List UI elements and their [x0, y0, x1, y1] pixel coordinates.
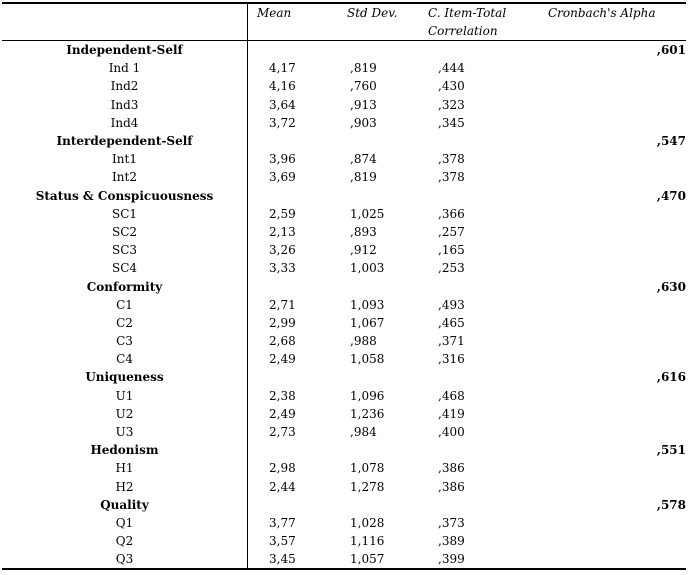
- group-corr-empty: [423, 187, 548, 205]
- item-total-correlation: ,378: [438, 170, 465, 185]
- item-label: Int1: [2, 150, 248, 168]
- item-std-dev: 1,067: [350, 315, 385, 330]
- item-mean: 3,45: [248, 550, 341, 569]
- item-label: Q2: [2, 532, 248, 550]
- item-std-dev: 1,058: [350, 352, 385, 367]
- item-std-dev: 1,236: [350, 406, 385, 421]
- item-label: C3: [2, 332, 248, 350]
- item-label: Int2: [2, 168, 248, 186]
- table-row: [2, 514, 686, 532]
- item-mean: 4,16: [269, 79, 296, 94]
- item-total-correlation: ,366: [438, 206, 465, 221]
- table-row: [2, 296, 686, 314]
- item-std-dev: 1,093: [350, 297, 385, 312]
- item-total-correlation: ,371: [438, 334, 465, 349]
- table-row: [2, 423, 686, 441]
- item-mean: 2,49: [269, 352, 296, 367]
- item-total-correlation: ,468: [438, 388, 465, 403]
- item-total-correlation: ,373: [438, 515, 465, 530]
- item-total-correlation: ,165: [438, 243, 465, 258]
- table-row: [2, 387, 686, 405]
- group-alpha: ,601: [656, 43, 686, 58]
- item-std-dev: 1,116: [350, 534, 385, 549]
- item-label: U3: [2, 423, 248, 441]
- item-total-correlation: ,399: [423, 550, 548, 569]
- item-label: H1: [2, 459, 248, 477]
- table-row: [2, 241, 686, 259]
- item-alpha-empty: [548, 259, 686, 277]
- item-mean: 3,64: [269, 97, 296, 112]
- item-alpha-empty: [548, 532, 686, 550]
- item-std-dev: ,819: [350, 170, 377, 185]
- table-row: [2, 478, 686, 496]
- item-std-dev: 1,096: [350, 388, 385, 403]
- item-label: H2: [2, 478, 248, 496]
- item-mean: 3,26: [269, 243, 296, 258]
- item-std-dev: ,819: [350, 61, 377, 76]
- table-row: [2, 459, 686, 477]
- item-label: C4: [2, 350, 248, 368]
- group-mean-empty: [248, 187, 341, 205]
- group-mean-empty: [248, 496, 341, 514]
- item-label: Q1: [2, 514, 248, 532]
- item-std-dev: ,912: [350, 243, 377, 258]
- item-mean: 2,98: [269, 461, 296, 476]
- item-total-correlation: ,378: [438, 152, 465, 167]
- reliability-table: [2, 2, 686, 570]
- group-sd-empty: [340, 368, 423, 386]
- item-total-correlation: ,419: [438, 406, 465, 421]
- item-alpha-empty: [548, 59, 686, 77]
- table-row: [2, 350, 686, 368]
- group-sd-empty: [340, 441, 423, 459]
- header-std-dev: Std Dev.: [340, 3, 423, 41]
- table-row: [2, 259, 686, 277]
- group-mean-empty: [248, 277, 341, 295]
- item-alpha-empty: [548, 168, 686, 186]
- item-label: Q3: [2, 550, 248, 569]
- item-label: SC3: [2, 241, 248, 259]
- item-mean: 3,57: [269, 534, 296, 549]
- item-alpha-empty: [548, 314, 686, 332]
- item-std-dev: 1,025: [350, 206, 385, 221]
- item-alpha-empty: [548, 350, 686, 368]
- item-label: Ind4: [2, 114, 248, 132]
- item-label: U2: [2, 405, 248, 423]
- item-std-dev: 1,057: [340, 550, 423, 569]
- header-cronbach-alpha: Cronbach's Alpha: [548, 3, 686, 41]
- item-total-correlation: ,389: [438, 534, 465, 549]
- item-mean: 2,44: [269, 479, 296, 494]
- table-row: [2, 205, 686, 223]
- item-mean: 2,73: [269, 425, 296, 440]
- item-total-correlation: ,386: [438, 479, 465, 494]
- group-sd-empty: [340, 132, 423, 150]
- item-std-dev: ,893: [350, 224, 377, 239]
- item-label: U1: [2, 387, 248, 405]
- item-std-dev: 1,028: [350, 515, 385, 530]
- group-row: [2, 187, 686, 205]
- header-item-total: [423, 3, 548, 41]
- group-row: [2, 41, 686, 60]
- group-alpha: ,630: [656, 279, 686, 294]
- group-name: Interdependent-Self: [2, 132, 248, 150]
- group-alpha: ,578: [656, 497, 686, 512]
- item-alpha-empty: [548, 514, 686, 532]
- item-mean: 2,68: [269, 334, 296, 349]
- item-std-dev: ,760: [350, 79, 377, 94]
- item-std-dev: ,903: [350, 115, 377, 130]
- item-mean: 3,33: [269, 261, 296, 276]
- item-std-dev: ,984: [350, 425, 377, 440]
- item-mean: 3,77: [269, 515, 296, 530]
- table-row: [2, 550, 686, 569]
- table-row: [2, 59, 686, 77]
- group-mean-empty: [248, 368, 341, 386]
- item-label: Ind3: [2, 96, 248, 114]
- table-row: [2, 150, 686, 168]
- item-label: Ind2: [2, 77, 248, 95]
- table-row: [2, 314, 686, 332]
- item-mean: 2,99: [269, 315, 296, 330]
- group-row: [2, 277, 686, 295]
- item-alpha-empty: [548, 114, 686, 132]
- table-row: [2, 223, 686, 241]
- group-alpha: ,616: [656, 370, 686, 385]
- item-alpha-empty: [548, 223, 686, 241]
- header-label-cell: [2, 3, 248, 41]
- group-sd-empty: [340, 496, 423, 514]
- item-std-dev: ,988: [350, 334, 377, 349]
- item-total-correlation: ,400: [438, 425, 465, 440]
- item-alpha-empty: [548, 77, 686, 95]
- table-row: [2, 168, 686, 186]
- group-name: Conformity: [2, 277, 248, 295]
- group-alpha: ,470: [656, 188, 686, 203]
- group-sd-empty: [340, 41, 423, 60]
- item-total-correlation: ,386: [438, 461, 465, 476]
- item-total-correlation: ,345: [438, 115, 465, 130]
- item-alpha-empty: [548, 423, 686, 441]
- item-mean: 2,71: [269, 297, 296, 312]
- group-sd-empty: [340, 277, 423, 295]
- item-label: SC4: [2, 259, 248, 277]
- item-alpha-empty: [548, 459, 686, 477]
- item-mean: 2,49: [269, 406, 296, 421]
- item-std-dev: 1,078: [350, 461, 385, 476]
- table-header: [2, 3, 686, 41]
- group-corr-empty: [423, 441, 548, 459]
- item-alpha-empty: [548, 150, 686, 168]
- item-label: SC2: [2, 223, 248, 241]
- item-total-correlation: ,323: [438, 97, 465, 112]
- header-row: [2, 3, 686, 41]
- item-mean: 3,96: [269, 152, 296, 167]
- group-name: Hedonism: [2, 441, 248, 459]
- item-total-correlation: ,465: [438, 315, 465, 330]
- item-label: Ind 1: [2, 59, 248, 77]
- table-row: [2, 77, 686, 95]
- item-alpha-empty: [548, 550, 686, 569]
- item-mean: 3,69: [269, 170, 296, 185]
- item-label: C1: [2, 296, 248, 314]
- item-total-correlation: ,493: [438, 297, 465, 312]
- header-item-total-line2: Correlation: [428, 24, 498, 38]
- group-mean-empty: [248, 132, 341, 150]
- item-alpha-empty: [548, 296, 686, 314]
- group-mean-empty: [248, 441, 341, 459]
- table-body: [2, 41, 686, 570]
- item-std-dev: 1,003: [350, 261, 385, 276]
- group-corr-empty: [423, 41, 548, 60]
- table-row: [2, 532, 686, 550]
- group-name: Independent-Self: [2, 41, 248, 60]
- group-corr-empty: [423, 277, 548, 295]
- item-total-correlation: ,253: [438, 261, 465, 276]
- group-mean-empty: [248, 41, 341, 60]
- item-std-dev: ,874: [350, 152, 377, 167]
- item-std-dev: 1,278: [350, 479, 385, 494]
- item-alpha-empty: [548, 387, 686, 405]
- group-corr-empty: [423, 496, 548, 514]
- item-label: SC1: [2, 205, 248, 223]
- group-row: [2, 496, 686, 514]
- item-std-dev: ,913: [350, 97, 377, 112]
- item-mean: 2,59: [269, 206, 296, 221]
- group-sd-empty: [340, 187, 423, 205]
- item-alpha-empty: [548, 405, 686, 423]
- group-corr-empty: [423, 368, 548, 386]
- header-mean: Mean: [248, 3, 341, 41]
- item-mean: 4,17: [269, 61, 296, 76]
- item-alpha-empty: [548, 96, 686, 114]
- item-mean: 2,38: [269, 388, 296, 403]
- group-row: [2, 368, 686, 386]
- item-alpha-empty: [548, 478, 686, 496]
- header-item-total-line1: C. Item-Total: [428, 6, 507, 20]
- table-row: [2, 96, 686, 114]
- group-name: Quality: [2, 496, 248, 514]
- item-alpha-empty: [548, 241, 686, 259]
- item-total-correlation: ,430: [438, 79, 465, 94]
- group-row: [2, 441, 686, 459]
- group-name: Status & Conspicuousness: [2, 187, 248, 205]
- item-alpha-empty: [548, 332, 686, 350]
- item-alpha-empty: [548, 205, 686, 223]
- item-total-correlation: ,444: [438, 61, 465, 76]
- item-total-correlation: ,316: [438, 352, 465, 367]
- item-total-correlation: ,257: [438, 224, 465, 239]
- group-corr-empty: [423, 132, 548, 150]
- group-alpha: ,551: [656, 443, 686, 458]
- item-mean: 3,72: [269, 115, 296, 130]
- group-alpha: ,547: [656, 134, 686, 149]
- table-row: [2, 405, 686, 423]
- table-row: [2, 114, 686, 132]
- reliability-table-container: [2, 2, 686, 570]
- group-name: Uniqueness: [2, 368, 248, 386]
- item-mean: 2,13: [269, 224, 296, 239]
- group-row: [2, 132, 686, 150]
- table-row: [2, 332, 686, 350]
- item-label: C2: [2, 314, 248, 332]
